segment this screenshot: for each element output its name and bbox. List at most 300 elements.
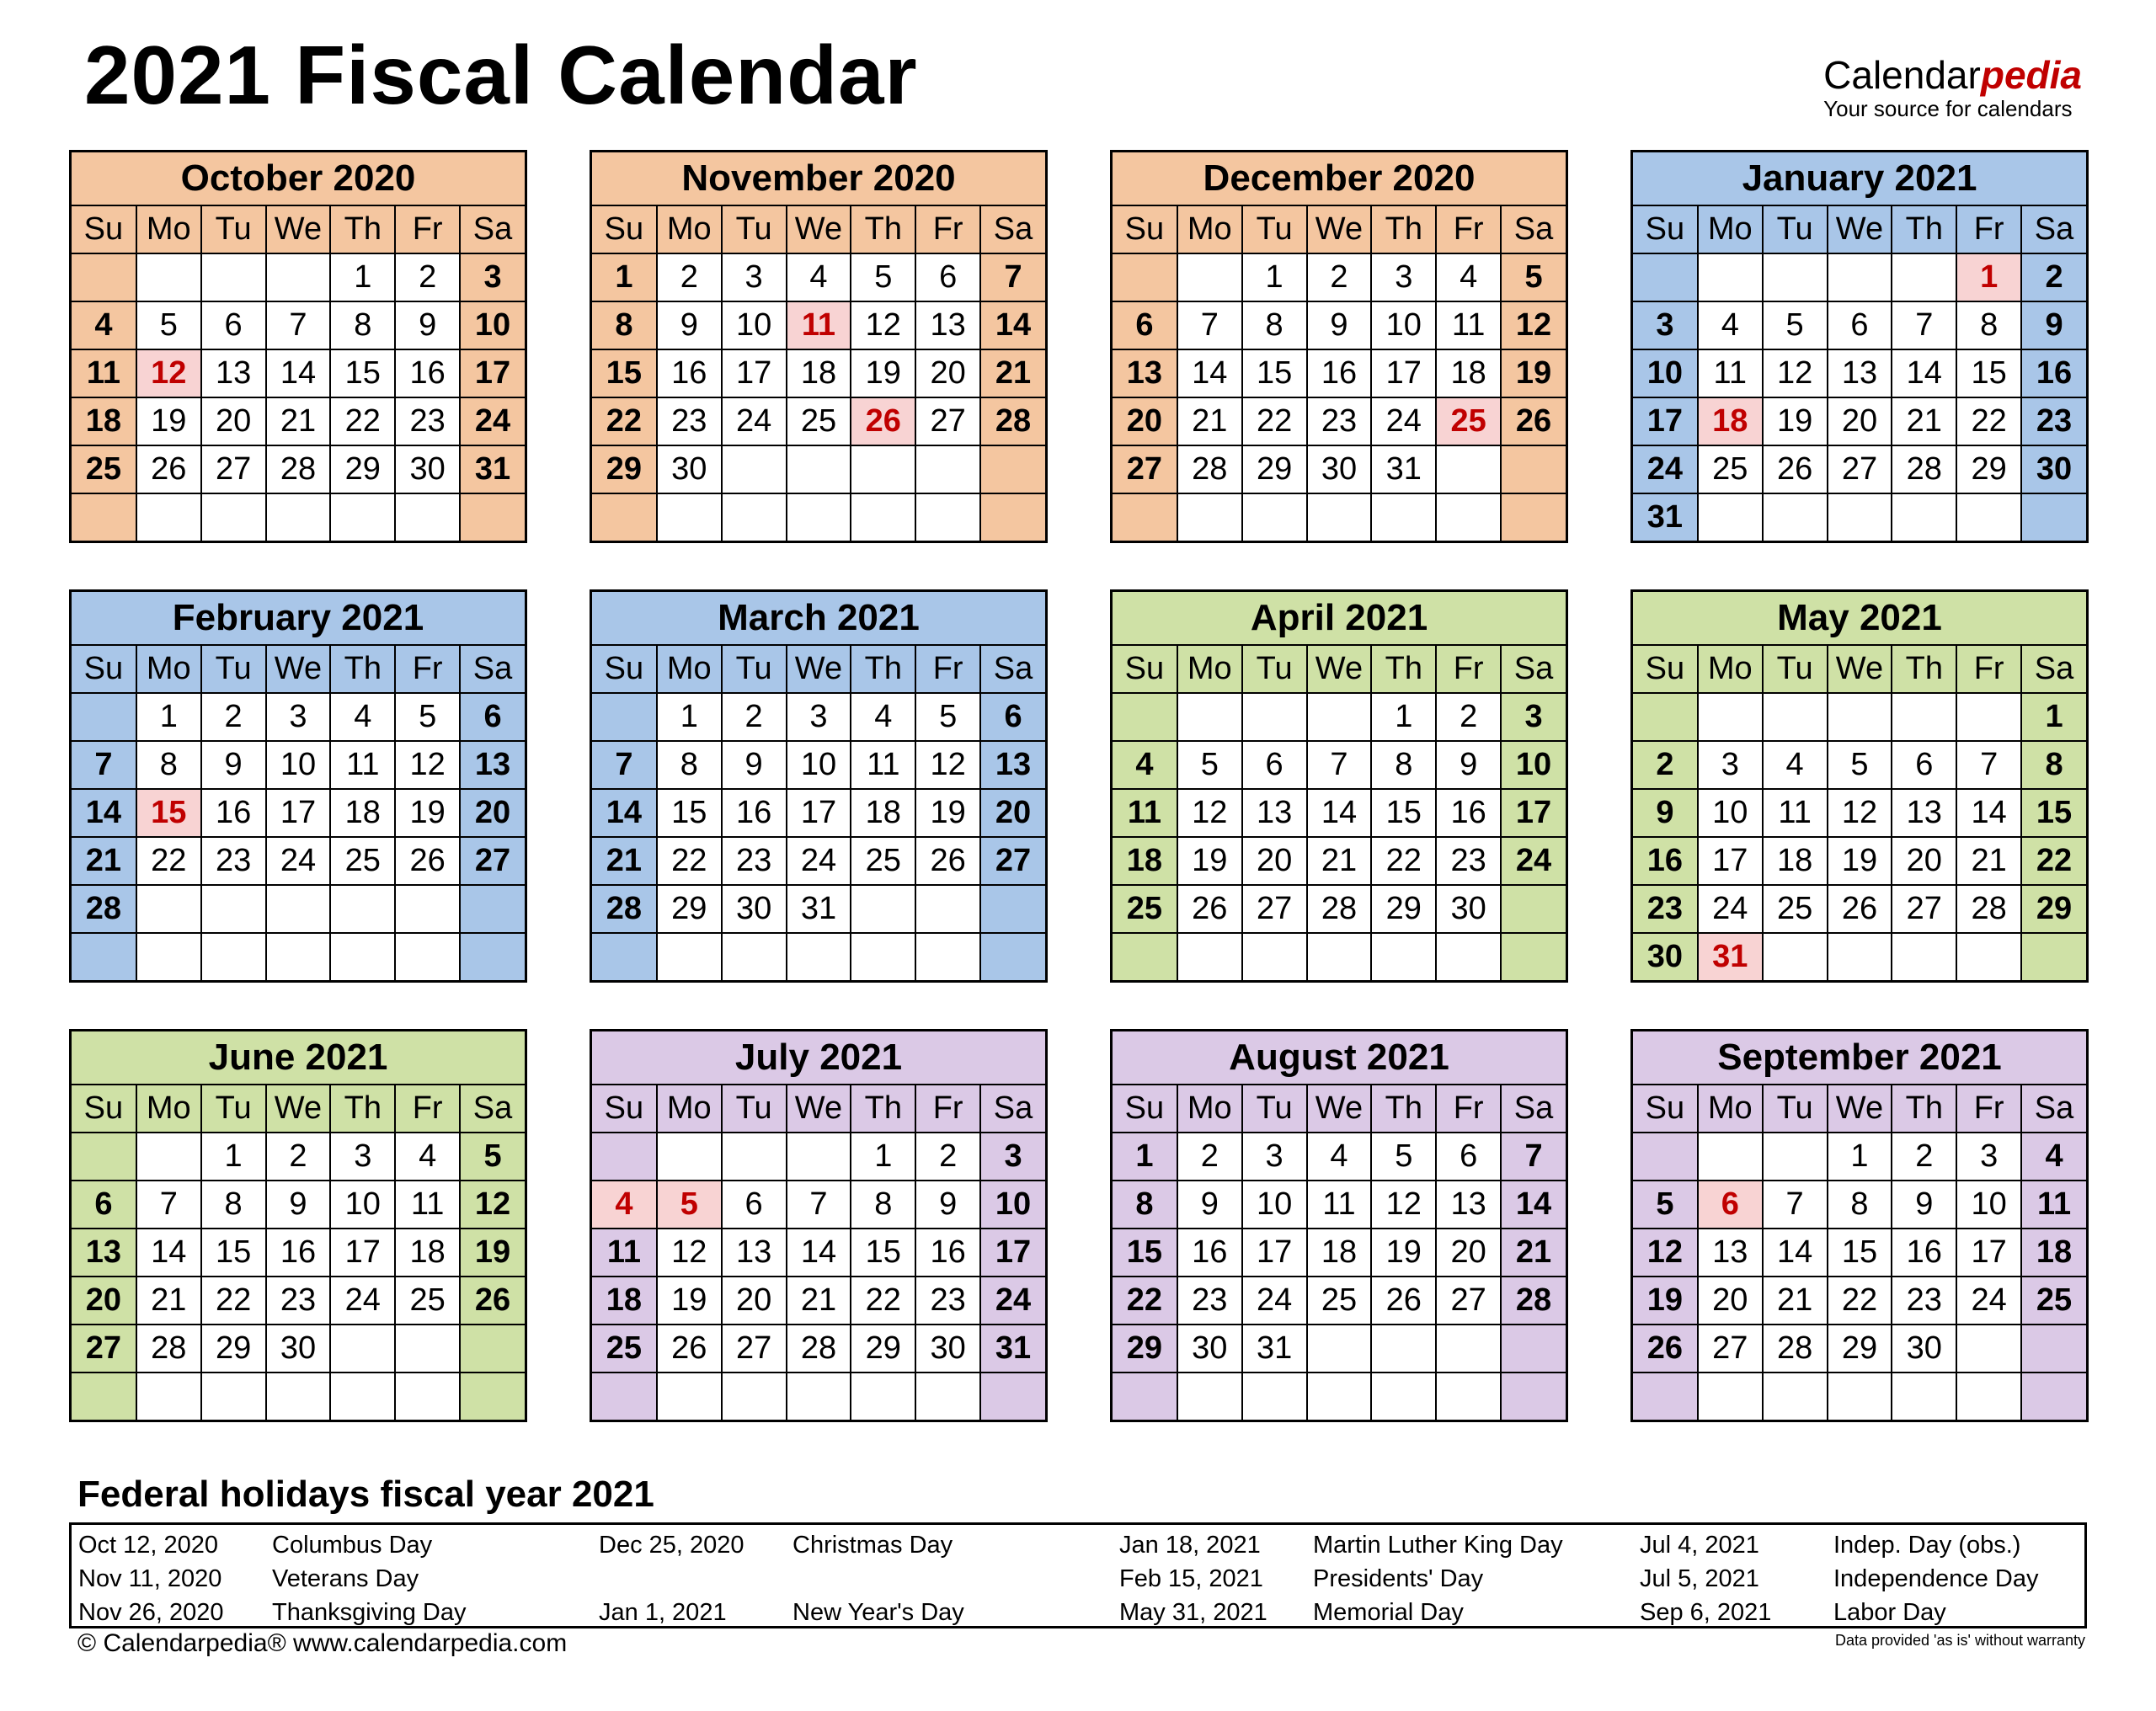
day-cell[interactable]: 9 bbox=[395, 301, 460, 349]
day-cell[interactable]: 4 bbox=[1698, 301, 1763, 349]
day-cell[interactable]: 8 bbox=[330, 301, 395, 349]
day-cell[interactable]: 22 bbox=[851, 1277, 915, 1325]
day-cell[interactable]: 22 bbox=[592, 397, 657, 445]
day-cell[interactable]: 8 bbox=[1828, 1181, 1892, 1229]
day-cell[interactable]: 14 bbox=[1501, 1181, 1566, 1229]
day-cell[interactable]: 1 bbox=[1113, 1133, 1177, 1181]
day-cell[interactable]: 6 bbox=[1436, 1133, 1501, 1181]
day-cell[interactable]: 19 bbox=[395, 789, 460, 837]
day-cell[interactable]: 27 bbox=[1698, 1325, 1763, 1373]
day-cell[interactable]: 2 bbox=[722, 693, 787, 741]
day-cell[interactable]: 9 bbox=[722, 741, 787, 789]
day-cell[interactable]: 19 bbox=[1177, 837, 1242, 885]
day-cell[interactable]: 11 bbox=[851, 741, 915, 789]
day-cell[interactable]: 28 bbox=[136, 1325, 201, 1373]
day-cell[interactable]: 21 bbox=[136, 1277, 201, 1325]
day-cell[interactable]: 9 bbox=[266, 1181, 331, 1229]
day-cell[interactable]: 3 bbox=[1371, 253, 1436, 301]
day-cell[interactable]: 22 bbox=[1113, 1277, 1177, 1325]
day-cell[interactable]: 15 bbox=[1242, 349, 1307, 397]
day-cell[interactable]: 18 bbox=[787, 349, 851, 397]
day-cell[interactable]: 4 bbox=[1763, 741, 1828, 789]
day-cell[interactable]: 5 bbox=[136, 301, 201, 349]
day-cell[interactable]: 21 bbox=[1501, 1229, 1566, 1277]
day-cell[interactable]: 15 bbox=[136, 789, 201, 837]
day-cell[interactable]: 26 bbox=[395, 837, 460, 885]
day-cell[interactable]: 16 bbox=[395, 349, 460, 397]
day-cell[interactable]: 8 bbox=[1242, 301, 1307, 349]
day-cell[interactable]: 24 bbox=[1698, 885, 1763, 933]
day-cell[interactable]: 3 bbox=[722, 253, 787, 301]
day-cell[interactable]: 29 bbox=[657, 885, 722, 933]
day-cell[interactable]: 13 bbox=[1828, 349, 1892, 397]
day-cell[interactable]: 18 bbox=[592, 1277, 657, 1325]
day-cell[interactable]: 8 bbox=[201, 1181, 266, 1229]
day-cell[interactable]: 30 bbox=[1307, 445, 1372, 493]
day-cell[interactable]: 2 bbox=[201, 693, 266, 741]
day-cell[interactable]: 21 bbox=[592, 837, 657, 885]
day-cell[interactable]: 12 bbox=[915, 741, 980, 789]
day-cell[interactable]: 23 bbox=[1633, 885, 1698, 933]
day-cell[interactable]: 15 bbox=[657, 789, 722, 837]
day-cell[interactable]: 29 bbox=[592, 445, 657, 493]
day-cell[interactable]: 30 bbox=[395, 445, 460, 493]
day-cell[interactable]: 16 bbox=[1892, 1229, 1956, 1277]
day-cell[interactable]: 17 bbox=[1242, 1229, 1307, 1277]
day-cell[interactable]: 26 bbox=[915, 837, 980, 885]
day-cell[interactable]: 14 bbox=[1763, 1229, 1828, 1277]
day-cell[interactable]: 1 bbox=[1828, 1133, 1892, 1181]
day-cell[interactable]: 16 bbox=[915, 1229, 980, 1277]
day-cell[interactable]: 27 bbox=[1113, 445, 1177, 493]
day-cell[interactable]: 11 bbox=[1763, 789, 1828, 837]
day-cell[interactable]: 3 bbox=[1698, 741, 1763, 789]
day-cell[interactable]: 16 bbox=[657, 349, 722, 397]
day-cell[interactable]: 7 bbox=[1956, 741, 2021, 789]
day-cell[interactable]: 25 bbox=[592, 1325, 657, 1373]
day-cell[interactable]: 13 bbox=[1436, 1181, 1501, 1229]
day-cell[interactable]: 13 bbox=[460, 741, 525, 789]
day-cell[interactable]: 28 bbox=[1501, 1277, 1566, 1325]
day-cell[interactable]: 12 bbox=[1371, 1181, 1436, 1229]
day-cell[interactable]: 6 bbox=[201, 301, 266, 349]
day-cell[interactable]: 26 bbox=[136, 445, 201, 493]
day-cell[interactable]: 17 bbox=[1501, 789, 1566, 837]
day-cell[interactable]: 5 bbox=[460, 1133, 525, 1181]
day-cell[interactable]: 4 bbox=[851, 693, 915, 741]
day-cell[interactable]: 24 bbox=[980, 1277, 1045, 1325]
day-cell[interactable]: 25 bbox=[787, 397, 851, 445]
day-cell[interactable]: 18 bbox=[330, 789, 395, 837]
day-cell[interactable]: 20 bbox=[1698, 1277, 1763, 1325]
day-cell[interactable]: 8 bbox=[851, 1181, 915, 1229]
day-cell[interactable]: 6 bbox=[915, 253, 980, 301]
day-cell[interactable]: 16 bbox=[201, 789, 266, 837]
day-cell[interactable]: 11 bbox=[330, 741, 395, 789]
day-cell[interactable]: 28 bbox=[787, 1325, 851, 1373]
day-cell[interactable]: 9 bbox=[1436, 741, 1501, 789]
day-cell[interactable]: 24 bbox=[787, 837, 851, 885]
day-cell[interactable]: 30 bbox=[266, 1325, 331, 1373]
day-cell[interactable]: 18 bbox=[1113, 837, 1177, 885]
day-cell[interactable]: 7 bbox=[592, 741, 657, 789]
day-cell[interactable]: 25 bbox=[1436, 397, 1501, 445]
day-cell[interactable]: 6 bbox=[72, 1181, 136, 1229]
day-cell[interactable]: 7 bbox=[136, 1181, 201, 1229]
day-cell[interactable]: 5 bbox=[1501, 253, 1566, 301]
day-cell[interactable]: 13 bbox=[1698, 1229, 1763, 1277]
day-cell[interactable]: 4 bbox=[72, 301, 136, 349]
day-cell[interactable]: 12 bbox=[851, 301, 915, 349]
day-cell[interactable]: 16 bbox=[1307, 349, 1372, 397]
day-cell[interactable]: 22 bbox=[136, 837, 201, 885]
day-cell[interactable]: 28 bbox=[980, 397, 1045, 445]
day-cell[interactable]: 9 bbox=[915, 1181, 980, 1229]
day-cell[interactable]: 14 bbox=[1307, 789, 1372, 837]
day-cell[interactable]: 13 bbox=[1892, 789, 1956, 837]
day-cell[interactable]: 14 bbox=[787, 1229, 851, 1277]
day-cell[interactable]: 5 bbox=[1763, 301, 1828, 349]
day-cell[interactable]: 24 bbox=[722, 397, 787, 445]
day-cell[interactable]: 18 bbox=[851, 789, 915, 837]
day-cell[interactable]: 24 bbox=[1501, 837, 1566, 885]
day-cell[interactable]: 7 bbox=[1763, 1181, 1828, 1229]
day-cell[interactable]: 13 bbox=[201, 349, 266, 397]
day-cell[interactable]: 13 bbox=[72, 1229, 136, 1277]
day-cell[interactable]: 31 bbox=[1371, 445, 1436, 493]
day-cell[interactable]: 12 bbox=[1633, 1229, 1698, 1277]
day-cell[interactable]: 11 bbox=[1436, 301, 1501, 349]
day-cell[interactable]: 30 bbox=[2021, 445, 2086, 493]
day-cell[interactable]: 5 bbox=[657, 1181, 722, 1229]
day-cell[interactable]: 20 bbox=[1828, 397, 1892, 445]
day-cell[interactable]: 19 bbox=[1828, 837, 1892, 885]
day-cell[interactable]: 3 bbox=[1501, 693, 1566, 741]
day-cell[interactable]: 17 bbox=[1698, 837, 1763, 885]
day-cell[interactable]: 1 bbox=[657, 693, 722, 741]
day-cell[interactable]: 11 bbox=[1307, 1181, 1372, 1229]
day-cell[interactable]: 11 bbox=[1113, 789, 1177, 837]
day-cell[interactable]: 28 bbox=[1763, 1325, 1828, 1373]
day-cell[interactable]: 6 bbox=[980, 693, 1045, 741]
day-cell[interactable]: 15 bbox=[2021, 789, 2086, 837]
day-cell[interactable]: 9 bbox=[2021, 301, 2086, 349]
day-cell[interactable]: 18 bbox=[1307, 1229, 1372, 1277]
day-cell[interactable]: 26 bbox=[1828, 885, 1892, 933]
day-cell[interactable]: 23 bbox=[395, 397, 460, 445]
day-cell[interactable]: 24 bbox=[460, 397, 525, 445]
day-cell[interactable]: 21 bbox=[1892, 397, 1956, 445]
day-cell[interactable]: 4 bbox=[1307, 1133, 1372, 1181]
day-cell[interactable]: 5 bbox=[851, 253, 915, 301]
day-cell[interactable]: 15 bbox=[851, 1229, 915, 1277]
day-cell[interactable]: 23 bbox=[201, 837, 266, 885]
day-cell[interactable]: 9 bbox=[1307, 301, 1372, 349]
day-cell[interactable]: 10 bbox=[787, 741, 851, 789]
day-cell[interactable]: 16 bbox=[722, 789, 787, 837]
day-cell[interactable]: 28 bbox=[1177, 445, 1242, 493]
day-cell[interactable]: 9 bbox=[1633, 789, 1698, 837]
day-cell[interactable]: 5 bbox=[1633, 1181, 1698, 1229]
day-cell[interactable]: 3 bbox=[460, 253, 525, 301]
day-cell[interactable]: 27 bbox=[1242, 885, 1307, 933]
day-cell[interactable]: 19 bbox=[460, 1229, 525, 1277]
day-cell[interactable]: 20 bbox=[1892, 837, 1956, 885]
day-cell[interactable]: 1 bbox=[1371, 693, 1436, 741]
day-cell[interactable]: 23 bbox=[266, 1277, 331, 1325]
day-cell[interactable]: 1 bbox=[1242, 253, 1307, 301]
day-cell[interactable]: 21 bbox=[1956, 837, 2021, 885]
day-cell[interactable]: 26 bbox=[1633, 1325, 1698, 1373]
day-cell[interactable]: 12 bbox=[1501, 301, 1566, 349]
day-cell[interactable]: 18 bbox=[395, 1229, 460, 1277]
day-cell[interactable]: 3 bbox=[330, 1133, 395, 1181]
day-cell[interactable]: 17 bbox=[460, 349, 525, 397]
day-cell[interactable]: 8 bbox=[2021, 741, 2086, 789]
day-cell[interactable]: 26 bbox=[1501, 397, 1566, 445]
day-cell[interactable]: 9 bbox=[201, 741, 266, 789]
day-cell[interactable]: 6 bbox=[1698, 1181, 1763, 1229]
day-cell[interactable]: 13 bbox=[722, 1229, 787, 1277]
day-cell[interactable]: 29 bbox=[1113, 1325, 1177, 1373]
day-cell[interactable]: 27 bbox=[915, 397, 980, 445]
day-cell[interactable]: 15 bbox=[330, 349, 395, 397]
day-cell[interactable]: 23 bbox=[2021, 397, 2086, 445]
day-cell[interactable]: 10 bbox=[1242, 1181, 1307, 1229]
day-cell[interactable]: 22 bbox=[1371, 837, 1436, 885]
day-cell[interactable]: 23 bbox=[915, 1277, 980, 1325]
day-cell[interactable]: 14 bbox=[1177, 349, 1242, 397]
day-cell[interactable]: 6 bbox=[1242, 741, 1307, 789]
day-cell[interactable]: 4 bbox=[1113, 741, 1177, 789]
day-cell[interactable]: 7 bbox=[1307, 741, 1372, 789]
day-cell[interactable]: 22 bbox=[1828, 1277, 1892, 1325]
day-cell[interactable]: 19 bbox=[1763, 397, 1828, 445]
day-cell[interactable]: 14 bbox=[1892, 349, 1956, 397]
day-cell[interactable]: 26 bbox=[460, 1277, 525, 1325]
day-cell[interactable]: 30 bbox=[915, 1325, 980, 1373]
day-cell[interactable]: 21 bbox=[266, 397, 331, 445]
day-cell[interactable]: 5 bbox=[915, 693, 980, 741]
day-cell[interactable]: 3 bbox=[1956, 1133, 2021, 1181]
day-cell[interactable]: 10 bbox=[266, 741, 331, 789]
day-cell[interactable]: 23 bbox=[722, 837, 787, 885]
day-cell[interactable]: 4 bbox=[2021, 1133, 2086, 1181]
day-cell[interactable]: 20 bbox=[460, 789, 525, 837]
day-cell[interactable]: 9 bbox=[657, 301, 722, 349]
day-cell[interactable]: 26 bbox=[657, 1325, 722, 1373]
day-cell[interactable]: 14 bbox=[72, 789, 136, 837]
day-cell[interactable]: 12 bbox=[395, 741, 460, 789]
day-cell[interactable]: 10 bbox=[1371, 301, 1436, 349]
day-cell[interactable]: 30 bbox=[1892, 1325, 1956, 1373]
day-cell[interactable]: 24 bbox=[1633, 445, 1698, 493]
day-cell[interactable]: 22 bbox=[1242, 397, 1307, 445]
day-cell[interactable]: 1 bbox=[201, 1133, 266, 1181]
day-cell[interactable]: 8 bbox=[1113, 1181, 1177, 1229]
day-cell[interactable]: 8 bbox=[1956, 301, 2021, 349]
day-cell[interactable]: 30 bbox=[722, 885, 787, 933]
day-cell[interactable]: 5 bbox=[395, 693, 460, 741]
day-cell[interactable]: 23 bbox=[657, 397, 722, 445]
day-cell[interactable]: 31 bbox=[1633, 493, 1698, 541]
day-cell[interactable]: 2 bbox=[1307, 253, 1372, 301]
day-cell[interactable]: 7 bbox=[787, 1181, 851, 1229]
day-cell[interactable]: 12 bbox=[136, 349, 201, 397]
day-cell[interactable]: 11 bbox=[1698, 349, 1763, 397]
day-cell[interactable]: 30 bbox=[1177, 1325, 1242, 1373]
day-cell[interactable]: 20 bbox=[1242, 837, 1307, 885]
day-cell[interactable]: 24 bbox=[1371, 397, 1436, 445]
day-cell[interactable]: 4 bbox=[395, 1133, 460, 1181]
day-cell[interactable]: 17 bbox=[1371, 349, 1436, 397]
day-cell[interactable]: 20 bbox=[1113, 397, 1177, 445]
day-cell[interactable]: 16 bbox=[1633, 837, 1698, 885]
day-cell[interactable]: 25 bbox=[330, 837, 395, 885]
day-cell[interactable]: 2 bbox=[2021, 253, 2086, 301]
day-cell[interactable]: 17 bbox=[1633, 397, 1698, 445]
day-cell[interactable]: 15 bbox=[201, 1229, 266, 1277]
day-cell[interactable]: 6 bbox=[1113, 301, 1177, 349]
day-cell[interactable]: 15 bbox=[1956, 349, 2021, 397]
day-cell[interactable]: 7 bbox=[1892, 301, 1956, 349]
day-cell[interactable]: 18 bbox=[72, 397, 136, 445]
day-cell[interactable]: 17 bbox=[980, 1229, 1045, 1277]
day-cell[interactable]: 9 bbox=[1177, 1181, 1242, 1229]
day-cell[interactable]: 20 bbox=[915, 349, 980, 397]
day-cell[interactable]: 25 bbox=[2021, 1277, 2086, 1325]
day-cell[interactable]: 8 bbox=[657, 741, 722, 789]
day-cell[interactable]: 12 bbox=[1828, 789, 1892, 837]
day-cell[interactable]: 22 bbox=[201, 1277, 266, 1325]
day-cell[interactable]: 10 bbox=[980, 1181, 1045, 1229]
day-cell[interactable]: 10 bbox=[722, 301, 787, 349]
day-cell[interactable]: 28 bbox=[592, 885, 657, 933]
day-cell[interactable]: 3 bbox=[266, 693, 331, 741]
day-cell[interactable]: 12 bbox=[1763, 349, 1828, 397]
day-cell[interactable]: 21 bbox=[1177, 397, 1242, 445]
day-cell[interactable]: 22 bbox=[1956, 397, 2021, 445]
day-cell[interactable]: 23 bbox=[1436, 837, 1501, 885]
day-cell[interactable]: 1 bbox=[1956, 253, 2021, 301]
day-cell[interactable]: 5 bbox=[1828, 741, 1892, 789]
day-cell[interactable]: 11 bbox=[787, 301, 851, 349]
day-cell[interactable]: 16 bbox=[1177, 1229, 1242, 1277]
day-cell[interactable]: 2 bbox=[1177, 1133, 1242, 1181]
day-cell[interactable]: 20 bbox=[1436, 1229, 1501, 1277]
day-cell[interactable]: 27 bbox=[460, 837, 525, 885]
day-cell[interactable]: 18 bbox=[2021, 1229, 2086, 1277]
day-cell[interactable]: 15 bbox=[592, 349, 657, 397]
day-cell[interactable]: 11 bbox=[592, 1229, 657, 1277]
day-cell[interactable]: 14 bbox=[592, 789, 657, 837]
day-cell[interactable]: 23 bbox=[1307, 397, 1372, 445]
day-cell[interactable]: 21 bbox=[980, 349, 1045, 397]
day-cell[interactable]: 8 bbox=[136, 741, 201, 789]
day-cell[interactable]: 1 bbox=[136, 693, 201, 741]
day-cell[interactable]: 28 bbox=[1892, 445, 1956, 493]
day-cell[interactable]: 10 bbox=[1501, 741, 1566, 789]
day-cell[interactable]: 5 bbox=[1177, 741, 1242, 789]
day-cell[interactable]: 25 bbox=[1307, 1277, 1372, 1325]
day-cell[interactable]: 29 bbox=[1956, 445, 2021, 493]
day-cell[interactable]: 15 bbox=[1828, 1229, 1892, 1277]
day-cell[interactable]: 29 bbox=[201, 1325, 266, 1373]
day-cell[interactable]: 3 bbox=[787, 693, 851, 741]
day-cell[interactable]: 31 bbox=[1698, 933, 1763, 980]
day-cell[interactable]: 3 bbox=[980, 1133, 1045, 1181]
day-cell[interactable]: 27 bbox=[201, 445, 266, 493]
day-cell[interactable]: 4 bbox=[1436, 253, 1501, 301]
day-cell[interactable]: 7 bbox=[980, 253, 1045, 301]
day-cell[interactable]: 10 bbox=[1633, 349, 1698, 397]
day-cell[interactable]: 1 bbox=[2021, 693, 2086, 741]
day-cell[interactable]: 14 bbox=[136, 1229, 201, 1277]
day-cell[interactable]: 24 bbox=[330, 1277, 395, 1325]
day-cell[interactable]: 12 bbox=[460, 1181, 525, 1229]
day-cell[interactable]: 2 bbox=[1892, 1133, 1956, 1181]
day-cell[interactable]: 30 bbox=[1633, 933, 1698, 980]
day-cell[interactable]: 17 bbox=[1956, 1229, 2021, 1277]
day-cell[interactable]: 31 bbox=[787, 885, 851, 933]
day-cell[interactable]: 28 bbox=[1956, 885, 2021, 933]
day-cell[interactable]: 26 bbox=[851, 397, 915, 445]
day-cell[interactable]: 26 bbox=[1763, 445, 1828, 493]
day-cell[interactable]: 8 bbox=[1371, 741, 1436, 789]
day-cell[interactable]: 6 bbox=[460, 693, 525, 741]
day-cell[interactable]: 29 bbox=[1828, 1325, 1892, 1373]
day-cell[interactable]: 13 bbox=[1113, 349, 1177, 397]
day-cell[interactable]: 28 bbox=[266, 445, 331, 493]
day-cell[interactable]: 17 bbox=[266, 789, 331, 837]
day-cell[interactable]: 3 bbox=[1633, 301, 1698, 349]
day-cell[interactable]: 22 bbox=[2021, 837, 2086, 885]
day-cell[interactable]: 13 bbox=[980, 741, 1045, 789]
day-cell[interactable]: 25 bbox=[1698, 445, 1763, 493]
day-cell[interactable]: 11 bbox=[395, 1181, 460, 1229]
day-cell[interactable]: 5 bbox=[1371, 1133, 1436, 1181]
day-cell[interactable]: 7 bbox=[1177, 301, 1242, 349]
day-cell[interactable]: 14 bbox=[1956, 789, 2021, 837]
day-cell[interactable]: 6 bbox=[722, 1181, 787, 1229]
day-cell[interactable]: 18 bbox=[1763, 837, 1828, 885]
day-cell[interactable]: 27 bbox=[722, 1325, 787, 1373]
day-cell[interactable]: 27 bbox=[1828, 445, 1892, 493]
day-cell[interactable]: 19 bbox=[851, 349, 915, 397]
day-cell[interactable]: 19 bbox=[915, 789, 980, 837]
day-cell[interactable]: 19 bbox=[136, 397, 201, 445]
day-cell[interactable]: 20 bbox=[980, 789, 1045, 837]
day-cell[interactable]: 21 bbox=[72, 837, 136, 885]
day-cell[interactable]: 29 bbox=[1371, 885, 1436, 933]
day-cell[interactable]: 3 bbox=[1242, 1133, 1307, 1181]
day-cell[interactable]: 22 bbox=[657, 837, 722, 885]
day-cell[interactable]: 29 bbox=[2021, 885, 2086, 933]
day-cell[interactable]: 19 bbox=[1501, 349, 1566, 397]
day-cell[interactable]: 18 bbox=[1436, 349, 1501, 397]
day-cell[interactable]: 24 bbox=[266, 837, 331, 885]
day-cell[interactable]: 27 bbox=[980, 837, 1045, 885]
day-cell[interactable]: 14 bbox=[266, 349, 331, 397]
day-cell[interactable]: 19 bbox=[657, 1277, 722, 1325]
day-cell[interactable]: 29 bbox=[330, 445, 395, 493]
day-cell[interactable]: 27 bbox=[72, 1325, 136, 1373]
day-cell[interactable]: 6 bbox=[1892, 741, 1956, 789]
day-cell[interactable]: 7 bbox=[1501, 1133, 1566, 1181]
day-cell[interactable]: 25 bbox=[395, 1277, 460, 1325]
day-cell[interactable]: 1 bbox=[851, 1133, 915, 1181]
day-cell[interactable]: 30 bbox=[657, 445, 722, 493]
